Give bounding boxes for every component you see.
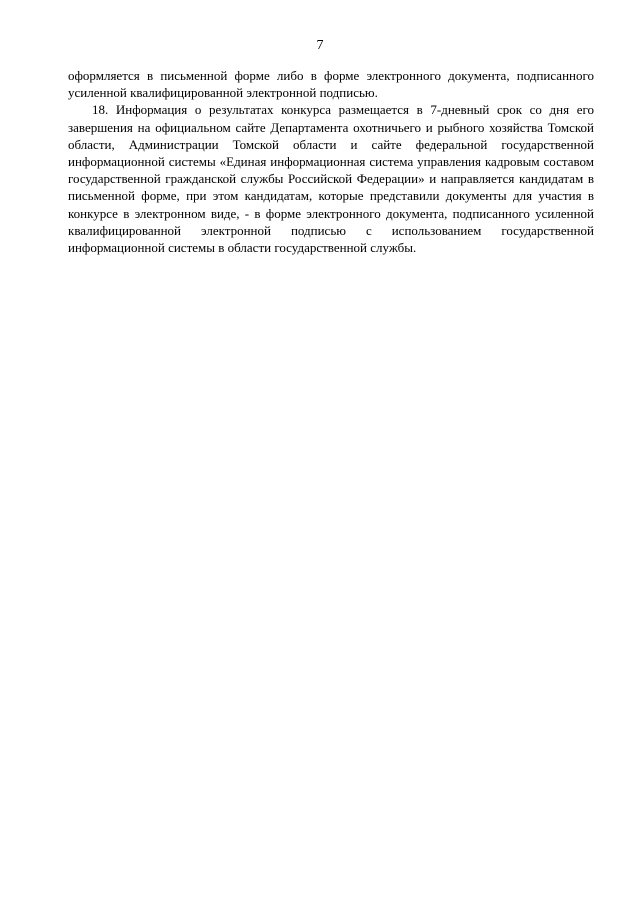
page-number: 7 (316, 38, 324, 53)
paragraph-continuation: оформляется в письменной форме либо в форме электронного документа, подписанного усиленной квалифицированной электронной подписью. (68, 68, 594, 101)
paragraph-item-18: 18. Информация о результатах конкурса размещается в 7-дневный срок со дня его завершения на официальном сайте Департамента охотничьего и рыбного хозяйства Томской области, Администрации Томской области и сайте федеральной государственной информационной системы «Единая информационная система управления кадровым составом государственной гражданской службы Российской Федерации» и направляется кандидатам в письменной форме, при этом кандидатам, которые представили документы для участия в конкурсе в электронном виде, - в форме электронного документа, подписанного усиленной квалифицированной электронной подписью с использованием государственной информационной системы в области государственной службы. (68, 102, 594, 256)
document-body (68, 67, 594, 256)
